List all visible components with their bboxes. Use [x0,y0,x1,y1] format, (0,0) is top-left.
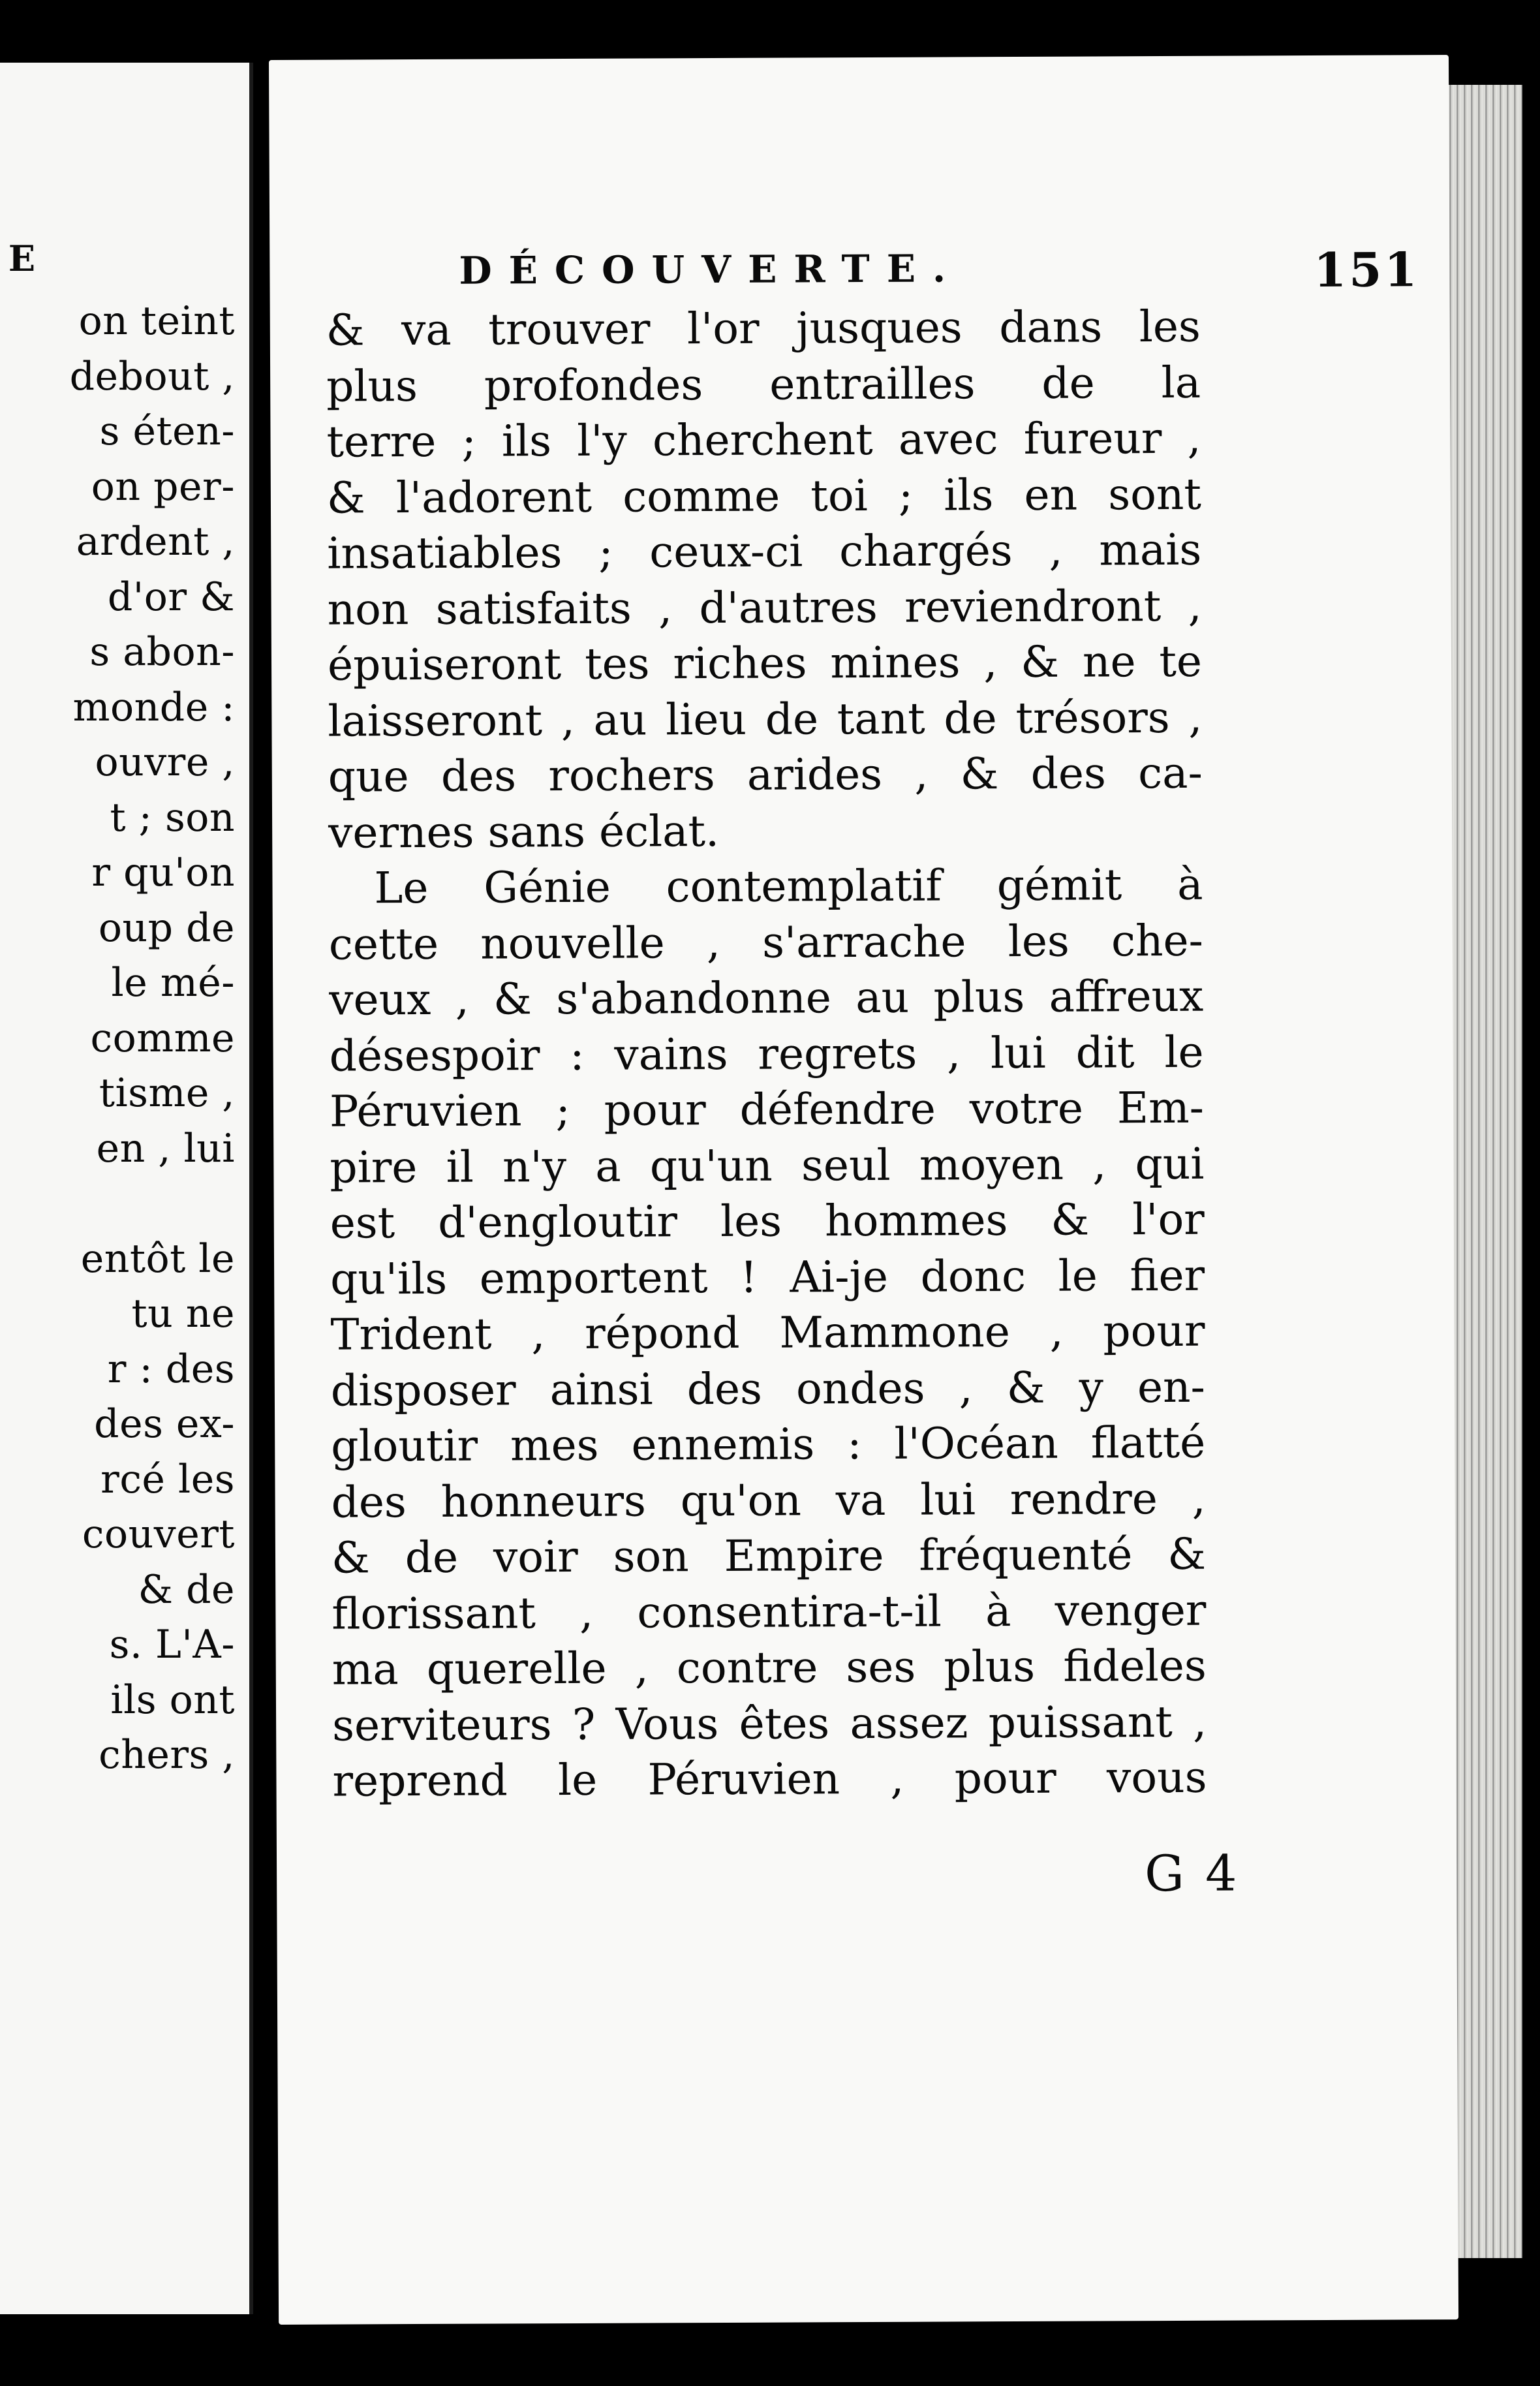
text-line: vernes sans éclat. [328,805,720,858]
left-page-text [0,294,249,1783]
text-line: serviteurs ? Vous êtes assez puissant , [331,1696,1207,1751]
paragraph-2 [328,857,1207,1809]
left-text-line: s éten- [99,409,235,454]
page-number: 151 [1313,241,1420,298]
left-text-line: couvert [82,1511,235,1557]
left-text-line: comme [90,1015,235,1061]
left-text-line: ardent , [76,519,235,565]
running-title: DÉCOUVERTE. [459,246,963,293]
left-text-line: monde : [72,684,235,730]
text-line: veux , & s'abandonne au plus affreux [329,970,1204,1025]
text-line: florissant , consentira-t-il à venger [331,1585,1207,1639]
text-line: épuiseront tes riches mines , & ne te [327,636,1203,690]
text-line: terre ; ils l'y cherchent avec fureur , [326,412,1201,467]
left-text-line: s. L'A- [109,1622,235,1667]
text-line: gloutir mes ennemis : l'Océan flatté [331,1417,1206,1472]
left-text-line: tisme , [99,1070,235,1116]
running-head [459,241,1424,300]
text-line: que des rochers arides , & des ca- [328,747,1203,802]
left-text-line: ouvre , [95,739,235,785]
left-text-line: ils ont [110,1677,235,1723]
text-line: ma querelle , contre ses plus fideles [331,1640,1207,1695]
left-text-line: des ex- [94,1401,235,1447]
text-line: laisseront , au lieu de tant de trésors , [328,692,1203,747]
text-line: est d'engloutir les hommes & l'or [330,1194,1205,1248]
left-text-line: debout , [69,353,235,399]
text-line: insatiables ; ceux-ci chargés , mais [327,524,1202,579]
left-text-line: le mé- [111,960,235,1006]
left-text-line: on teint [78,298,235,344]
left-text-line: oup de [98,905,235,951]
text-line: non satisfaits , d'autres reviendront , [327,580,1202,635]
left-text-line: & de [138,1566,235,1613]
main-page-right [269,55,1458,2325]
text-line: des honneurs qu'on va lui rendre , [331,1473,1206,1528]
text-line: cette nouvelle , s'arrache les che- [328,915,1204,970]
text-line: Le Génie contemplatif gémit à [374,859,1203,914]
left-text-line: r qu'on [91,850,235,895]
left-text-line: r : des [107,1346,235,1392]
body-text [326,299,1207,1809]
text-line: plus profondes entrailles de la [326,357,1201,412]
text-line: qu'ils emportent ! Ai-je donc le fier [330,1250,1205,1305]
left-text-line: en , lui [96,1125,235,1171]
left-text-line: entôt le [80,1235,235,1282]
text-line: & l'adorent comme toi ; ils en sont [326,469,1202,523]
left-text-line: chers , [99,1732,235,1778]
left-text-line: t ; son [110,794,235,841]
text-line: désespoir : vains regrets , lui dit le [329,1027,1204,1081]
left-text-line: d'or & [107,574,235,620]
text-line: pire il n'y a qu'un seul moyen , qui [330,1138,1205,1193]
left-text-line: tu ne [131,1291,235,1337]
left-text-line [0,1176,249,1232]
paragraph-1 [326,299,1203,861]
text-line: Péruvien ; pour défendre votre Em- [329,1082,1205,1137]
left-text-line: rcé les [100,1456,235,1502]
text-line: disposer ainsi des ondes , & y en- [330,1361,1206,1416]
text-line: reprend le Péruvien , pour vous [332,1752,1207,1806]
left-text-line: on per- [91,463,235,510]
left-text-line: s abon- [89,629,235,675]
text-line: & va trouver l'or jusques dans les [326,301,1201,356]
text-line: Trident , répond Mammone , pour [330,1305,1205,1360]
signature-mark: G 4 [1144,1844,1240,1903]
facing-page-left [0,63,253,2314]
left-running-head-fragment: E [8,238,39,279]
text-line: & de voir son Empire fréquenté & [331,1528,1207,1583]
